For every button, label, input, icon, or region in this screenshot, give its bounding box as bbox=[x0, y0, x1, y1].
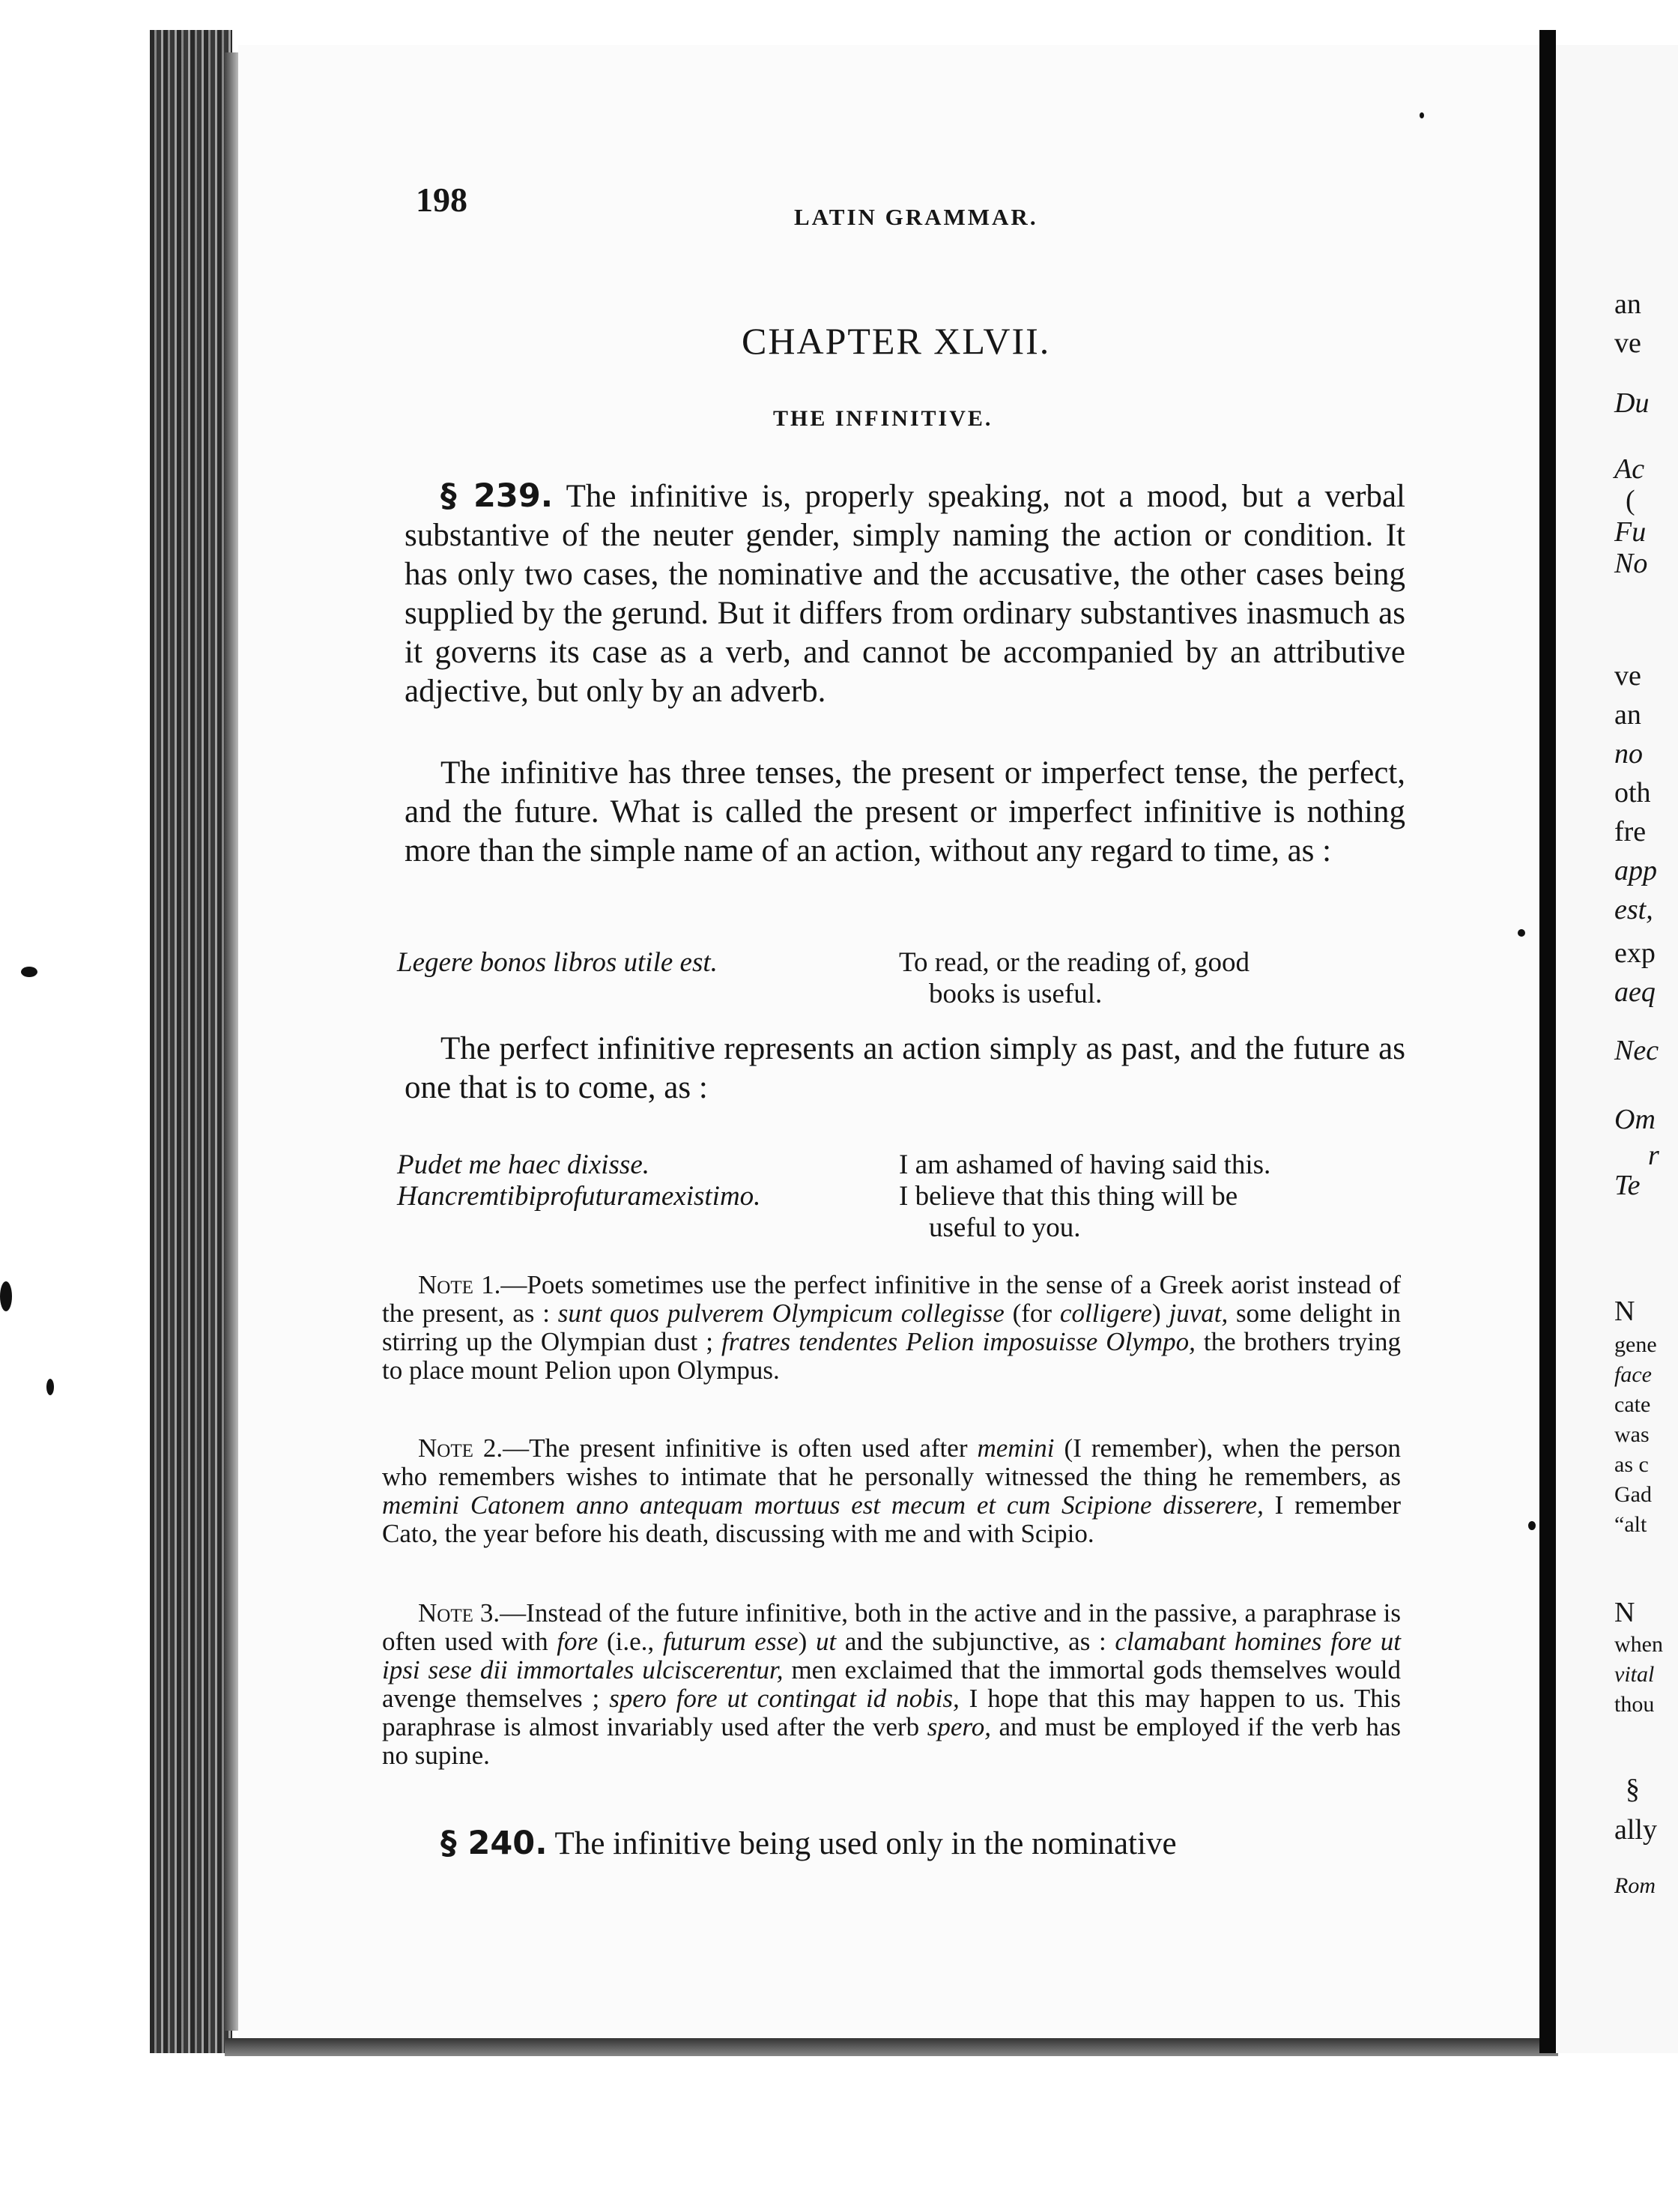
latin-phrase: clamabant homines fore ut ipsi sese dii immortales ulciscerentur, bbox=[382, 1627, 1402, 1684]
note-text: and must be employed if the verb has no supine. bbox=[382, 1712, 1401, 1770]
latin-phrase: juvat, bbox=[1169, 1299, 1229, 1328]
note-text: (for bbox=[1004, 1299, 1060, 1328]
scan-speck bbox=[21, 967, 37, 977]
paragraph-239 bbox=[405, 477, 1405, 711]
fragment: ally bbox=[1614, 1814, 1657, 1846]
note-text: the brothers trying to place mount Pelion upon Olympus. bbox=[382, 1327, 1401, 1385]
translation-line: I believe that this thing will be bbox=[899, 1181, 1238, 1212]
fragment: r bbox=[1648, 1140, 1659, 1171]
note-3 bbox=[382, 1599, 1401, 1770]
example-row bbox=[397, 1149, 1408, 1181]
fragment: thou bbox=[1614, 1692, 1655, 1717]
note-text: I hope that this may happen to us. This paraphrase is almost invariably used after the verb bbox=[382, 1684, 1401, 1741]
example-latin: Legere bonos libros utile est. bbox=[397, 947, 718, 978]
note-label: Note 1. bbox=[418, 1270, 501, 1299]
fragment: app bbox=[1614, 855, 1657, 886]
fragment: an bbox=[1614, 699, 1641, 731]
example-translation: I am ashamed of having said this. bbox=[899, 1149, 1271, 1180]
fragment: oth bbox=[1614, 777, 1651, 809]
example-translation bbox=[899, 1181, 1401, 1244]
note-text: I remember Cato, the year before his death, discussing with me and with Scipio. bbox=[382, 1490, 1401, 1548]
note-text: —Instead of the future infinitive, both in the active and in the passive, a paraphrase is often used with bbox=[382, 1598, 1401, 1656]
fragment: N bbox=[1614, 1597, 1635, 1628]
fragment: ve bbox=[1614, 327, 1641, 359]
section-number: § 240. bbox=[440, 1825, 548, 1862]
fragment: N bbox=[1614, 1296, 1635, 1327]
fragment: § bbox=[1626, 1774, 1640, 1805]
scan-speck bbox=[46, 1379, 54, 1395]
latin-phrase: spero fore ut contingat id nobis, bbox=[609, 1684, 960, 1713]
note-text: ) bbox=[1152, 1299, 1169, 1328]
scan-speck bbox=[1420, 112, 1424, 118]
translation-line: To read, or the reading of, good bbox=[899, 947, 1250, 978]
fragment: No bbox=[1614, 548, 1648, 579]
paragraph-tenses: The infinitive has three tenses, the present or imperfect tense, the perfect, and the future. What is called the present or imperfect infinitive is nothing more than the simple name of an action, without any regard to time, as : bbox=[405, 755, 1405, 868]
fragment: “alt bbox=[1614, 1512, 1647, 1537]
latin-phrase: futurum esse bbox=[662, 1627, 799, 1656]
chapter-title: CHAPTER XLVII. bbox=[742, 320, 1051, 362]
note-text: —Poets sometimes use the perfect infinitive in the sense of a Greek aorist instead of the present, as : bbox=[382, 1270, 1402, 1328]
page-number: 198 bbox=[416, 181, 467, 219]
page-edge-shadow bbox=[225, 52, 238, 2031]
page-stack-edge bbox=[150, 30, 232, 2053]
fragment: Te bbox=[1614, 1170, 1641, 1201]
fragment: vital bbox=[1614, 1662, 1655, 1687]
page-bottom-edge bbox=[225, 2038, 1558, 2056]
fragment: was bbox=[1614, 1422, 1650, 1447]
translation-line: useful to you. bbox=[929, 1212, 1081, 1243]
fragment: Rom bbox=[1614, 1873, 1656, 1898]
note-text: —The present infinitive is often used after bbox=[503, 1433, 978, 1463]
note-text: men exclaimed that the immortal gods themselves would avenge themselves ; bbox=[382, 1655, 1401, 1713]
note-1 bbox=[382, 1271, 1401, 1385]
example-row bbox=[397, 1181, 1408, 1248]
fragment: Fu bbox=[1614, 516, 1647, 548]
fragment: fre bbox=[1614, 816, 1647, 847]
fragment: gene bbox=[1614, 1332, 1657, 1357]
latin-phrase: fore bbox=[557, 1627, 599, 1656]
fragment: Om bbox=[1614, 1104, 1656, 1135]
fragment: exp bbox=[1614, 937, 1656, 969]
note-text: (I remember), when the person who remembers wishes to intimate that he personally witnessed the thing he remembers, as bbox=[382, 1433, 1402, 1491]
fragment: face bbox=[1614, 1362, 1652, 1387]
fragment: aeq bbox=[1614, 976, 1656, 1008]
latin-phrase: spero, bbox=[927, 1712, 991, 1741]
example-latin: Pudet me haec dixisse. bbox=[397, 1149, 649, 1180]
latin-phrase: fratres tendentes Pelion imposuisse Olympo, bbox=[721, 1327, 1196, 1356]
section-heading: THE INFINITIVE. bbox=[773, 406, 993, 431]
binding-gutter bbox=[1539, 30, 1556, 2053]
note-text: some delight in stirring up the Olympian dust ; bbox=[382, 1299, 1402, 1356]
scan-speck bbox=[1518, 929, 1525, 937]
fragment: cate bbox=[1614, 1392, 1651, 1417]
example-latin: Hancremtibiprofuturamexistimo. bbox=[397, 1181, 761, 1212]
translation-line: books is useful. bbox=[929, 979, 1103, 1009]
note-label: Note 3. bbox=[418, 1598, 500, 1628]
example-translation bbox=[899, 947, 1401, 1010]
fragment: Du bbox=[1614, 387, 1650, 419]
fragment: when bbox=[1614, 1632, 1663, 1657]
example-row bbox=[397, 947, 1408, 1015]
fragment: ve bbox=[1614, 660, 1641, 692]
latin-phrase: sunt quos pulverem Olympicum collegisse bbox=[557, 1299, 1005, 1328]
fragment: ( bbox=[1626, 485, 1635, 516]
section-number: § 239. bbox=[440, 477, 554, 515]
scan-speck bbox=[1528, 1521, 1536, 1530]
note-text: and the subjunctive, as : bbox=[836, 1627, 1115, 1656]
latin-phrase: colligere bbox=[1059, 1299, 1153, 1328]
note-label: Note 2. bbox=[418, 1433, 503, 1463]
fragment: est, bbox=[1614, 894, 1653, 925]
note-text: ) bbox=[798, 1627, 816, 1656]
latin-phrase: ut bbox=[815, 1627, 837, 1656]
fragment: Gad bbox=[1614, 1482, 1652, 1507]
scan-speck bbox=[0, 1281, 12, 1311]
note-2 bbox=[382, 1434, 1401, 1548]
fragment: an bbox=[1614, 288, 1641, 320]
fragment: Nec bbox=[1614, 1035, 1659, 1066]
fragment: as c bbox=[1614, 1452, 1649, 1477]
paragraph-text: The infinitive being used only in the nominative bbox=[547, 1826, 1177, 1861]
latin-phrase: memini Catonem anno antequam mortuus est mecum et cum Scipione disserere, bbox=[382, 1490, 1264, 1520]
paragraph-240 bbox=[405, 1824, 1405, 1864]
fragment: Ac bbox=[1614, 453, 1645, 485]
latin-phrase: memini bbox=[977, 1433, 1055, 1463]
fragment: no bbox=[1614, 738, 1643, 770]
paragraph-text: The infinitive is, properly speaking, not a mood, but a verbal substantive of the neuter gender, simply naming the action or condition. It has only two cases, the nominative and the accusative, the other cases being supplied by the gerund. But it differs from ordinary substantives inasmuch as it governs its case as a verb, and cannot be accompanied by an attributive adjective, but only by an adverb. bbox=[405, 479, 1405, 709]
running-head: LATIN GRAMMAR. bbox=[794, 204, 1038, 230]
paragraph-perfect: The perfect infinitive represents an action simply as past, and the future as one that is to come, as : bbox=[405, 1031, 1405, 1105]
note-text: (i.e., bbox=[598, 1627, 663, 1656]
